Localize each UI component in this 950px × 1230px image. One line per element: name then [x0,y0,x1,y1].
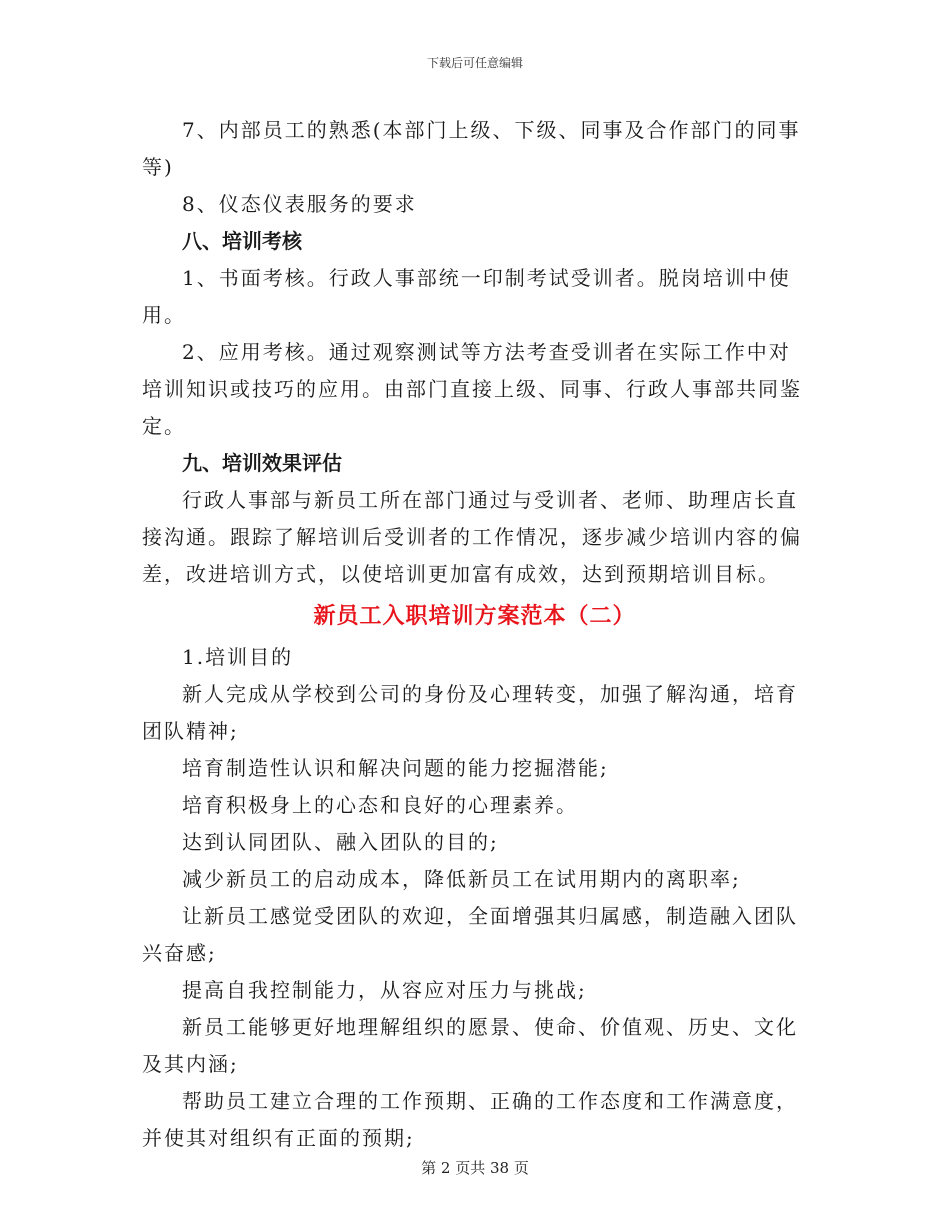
purpose-item: 达到认同团队、融入团队的目的; [182,830,499,854]
list-item-8: 8、仪态仪表服务的要求 [182,192,417,216]
page-header: 下载后可任意编辑 [426,56,523,70]
section-heading-training-assessment: 八、培训考核 [182,229,302,253]
purpose-item: 培育制造性认识和解决问题的能力挖掘潜能; [182,756,609,780]
document-body [142,112,807,1157]
evaluation-paragraph: 行政人事部与新员工所在部门通过与受训者、老师、助理店长直接沟通。跟踪了解培训后受训者的工作情况，逐步减少培训内容的偏差，改进培训方式，以使培训更加富有成效，达到预期培训目标。 [142,488,802,586]
assessment-item-2: 2、应用考核。通过观察测试等方法考查受训者在实际工作中对培训知识或技巧的应用。由部门直接上级、同事、行政人事部共同鉴定。 [142,340,802,438]
section-heading-effect-evaluation: 九、培训效果评估 [182,451,342,475]
purpose-item: 新员工能够更好地理解组织的愿景、使命、价值观、历史、文化及其内涵; [142,1015,798,1076]
purpose-item: 提高自我控制能力，从容应对压力与挑战; [182,978,587,1002]
purpose-item: 让新员工感觉受团队的欢迎，全面增强其归属感，制造融入团队兴奋感; [142,904,798,965]
list-item-7: 7、内部员工的熟悉(本部门上级、下级、同事及合作部门的同事等) [142,118,801,179]
training-purpose-heading: 1.培训目的 [182,645,294,669]
purpose-item: 新人完成从学校到公司的身份及心理转变，加强了解沟通，培育团队精神; [142,682,798,743]
purpose-item: 减少新员工的启动成本，降低新员工在试用期内的离职率; [182,867,741,891]
document-title: 新员工入职培训方案范本（二） [313,604,636,629]
assessment-item-1: 1、书面考核。行政人事部统一印制考试受训者。脱岗培训中使用。 [142,266,791,327]
purpose-item: 培育积极身上的心态和良好的心理素养。 [182,793,578,817]
page-footer: 第 2 页共 38 页 [421,1159,529,1177]
purpose-item: 帮助员工建立合理的工作预期、正确的工作态度和工作满意度，并使其对组织有正面的预期; [142,1089,798,1150]
